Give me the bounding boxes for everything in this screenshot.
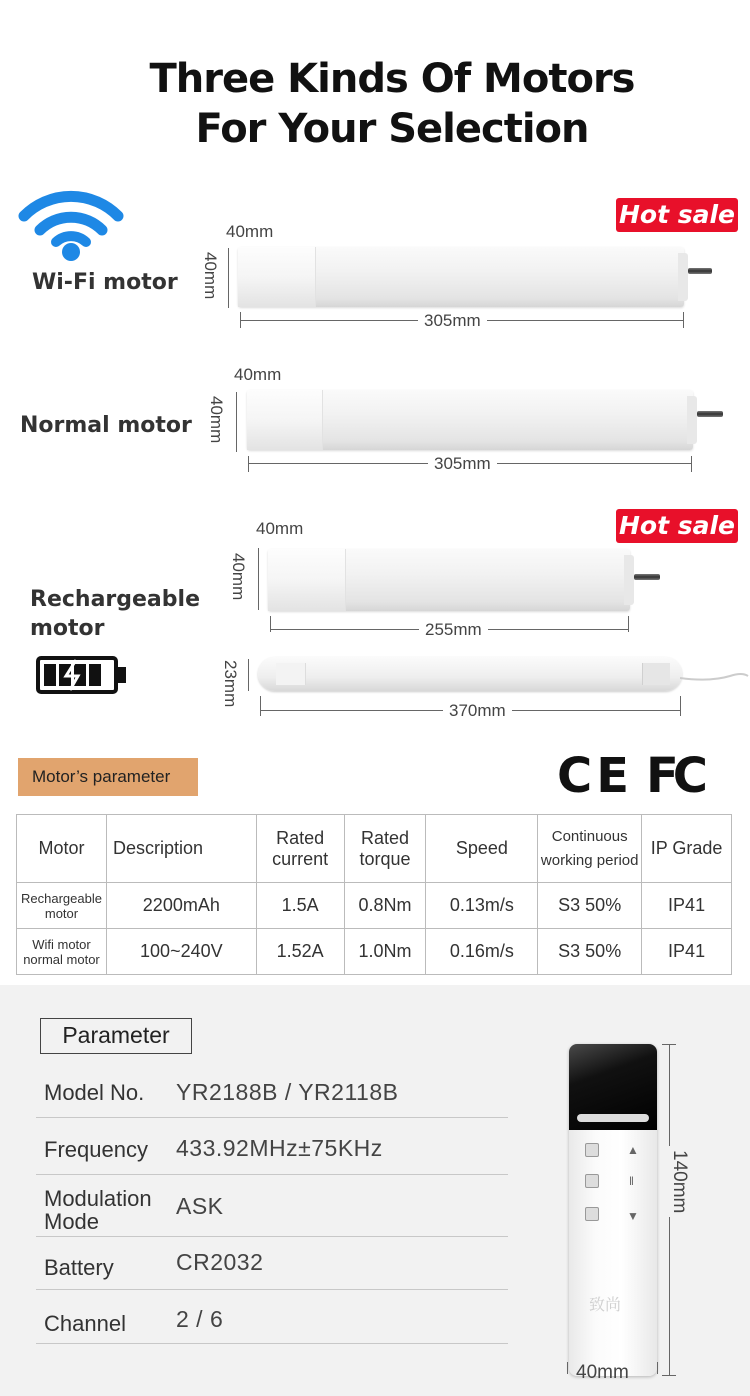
wifi-height-dim: 40mm [201,252,220,300]
battery-pack-image [258,657,682,691]
table-row [17,929,732,975]
cell-speed: 0.16m/s [426,929,538,975]
normal-length-dim: 305mm [428,454,497,474]
param-key: Modulation Mode [44,1186,152,1234]
motor-spec-table [16,814,732,975]
header-rated-torque: Rated torque [344,815,426,883]
table-header-row [17,815,732,883]
cell-current: 1.5A [256,883,344,929]
page-title-line2: For Your Selection [195,106,589,152]
parameter-title: Parameter [40,1018,192,1054]
fc-mark: FC [646,748,703,804]
param-key: Model No. [44,1080,145,1105]
param-value: CR2032 [176,1249,264,1275]
header-rated-current: Rated current [256,815,344,883]
normal-height-dim: 40mm [207,396,226,444]
rech-width-dim: 40mm [250,519,309,539]
param-key: Frequency [44,1137,148,1162]
hot-sale-badge-2: Hot sale [616,509,738,543]
motor-parameter-tag: Motor’s parameter [18,758,198,796]
remote-control-image [569,1044,657,1376]
wifi-length-dim: 305mm [418,311,487,331]
wifi-icon [18,186,124,262]
cell-torque: 1.0Nm [344,929,426,975]
up-arrow-icon: ▲ [627,1143,639,1157]
wifi-motor-label: Wi-Fi motor [32,270,178,295]
param-row-modulation [36,1175,508,1237]
cell-description: 100~240V [106,929,256,975]
header-ip-grade: IP Grade [642,815,732,883]
hot-sale-badge-1: Hot sale [616,198,738,232]
battery-length-dim: 370mm [443,701,512,721]
cell-ip: IP41 [642,929,732,975]
cell-motor: Rechargeable motor [17,883,107,929]
cell-speed: 0.13m/s [426,883,538,929]
rechargeable-motor-label-1: Rechargeable [30,587,200,612]
param-value: 433.92MHz±75KHz [176,1135,383,1161]
page-title-line1: Three Kinds Of Motors [149,56,635,102]
param-row-battery [36,1237,508,1290]
remote-channel-3-icon [585,1207,599,1221]
cell-torque: 0.8Nm [344,883,426,929]
remote-channel-2-icon [585,1174,599,1188]
param-row-channel [36,1290,508,1344]
param-row-model [36,1066,508,1118]
rech-length-dim: 255mm [419,620,488,640]
battery-height-dim: 23mm [221,660,240,708]
header-description: Description [106,815,256,883]
battery-icon [36,656,128,694]
rechargeable-motor-image [268,549,630,611]
normal-motor-label: Normal motor [20,413,192,438]
ce-mark: CE [557,748,634,804]
param-value: ASK [176,1193,224,1219]
wifi-motor-image [238,247,684,307]
param-key: Battery [44,1255,114,1280]
rech-height-dim: 40mm [229,553,248,601]
pause-icon: ‖ [629,1174,634,1188]
charging-cable [680,668,750,688]
rechargeable-motor-label-2: motor [30,616,105,641]
normal-motor-image [247,390,693,450]
header-working-period: Continuous working period [538,815,642,883]
cell-current: 1.52A [256,929,344,975]
table-row [17,883,732,929]
cell-period: S3 50% [538,883,642,929]
down-arrow-icon: ▼ [627,1209,639,1223]
cell-motor: Wifi motor normal motor [17,929,107,975]
wifi-width-dim: 40mm [220,222,279,242]
remote-width-dim: 40mm [576,1362,629,1383]
remote-height-dim: 140mm [668,1146,690,1217]
param-value: 2 / 6 [176,1306,224,1332]
param-row-frequency [36,1118,508,1175]
cell-ip: IP41 [642,883,732,929]
header-speed: Speed [426,815,538,883]
cell-period: S3 50% [538,929,642,975]
normal-width-dim: 40mm [228,365,287,385]
remote-channel-1-icon [585,1143,599,1157]
cell-description: 2200mAh [106,883,256,929]
remote-brand-logo: 致尚 [589,1295,622,1314]
param-key: Channel [44,1311,126,1336]
header-motor: Motor [17,815,107,883]
param-value: YR2188B / YR2118B [176,1079,399,1105]
